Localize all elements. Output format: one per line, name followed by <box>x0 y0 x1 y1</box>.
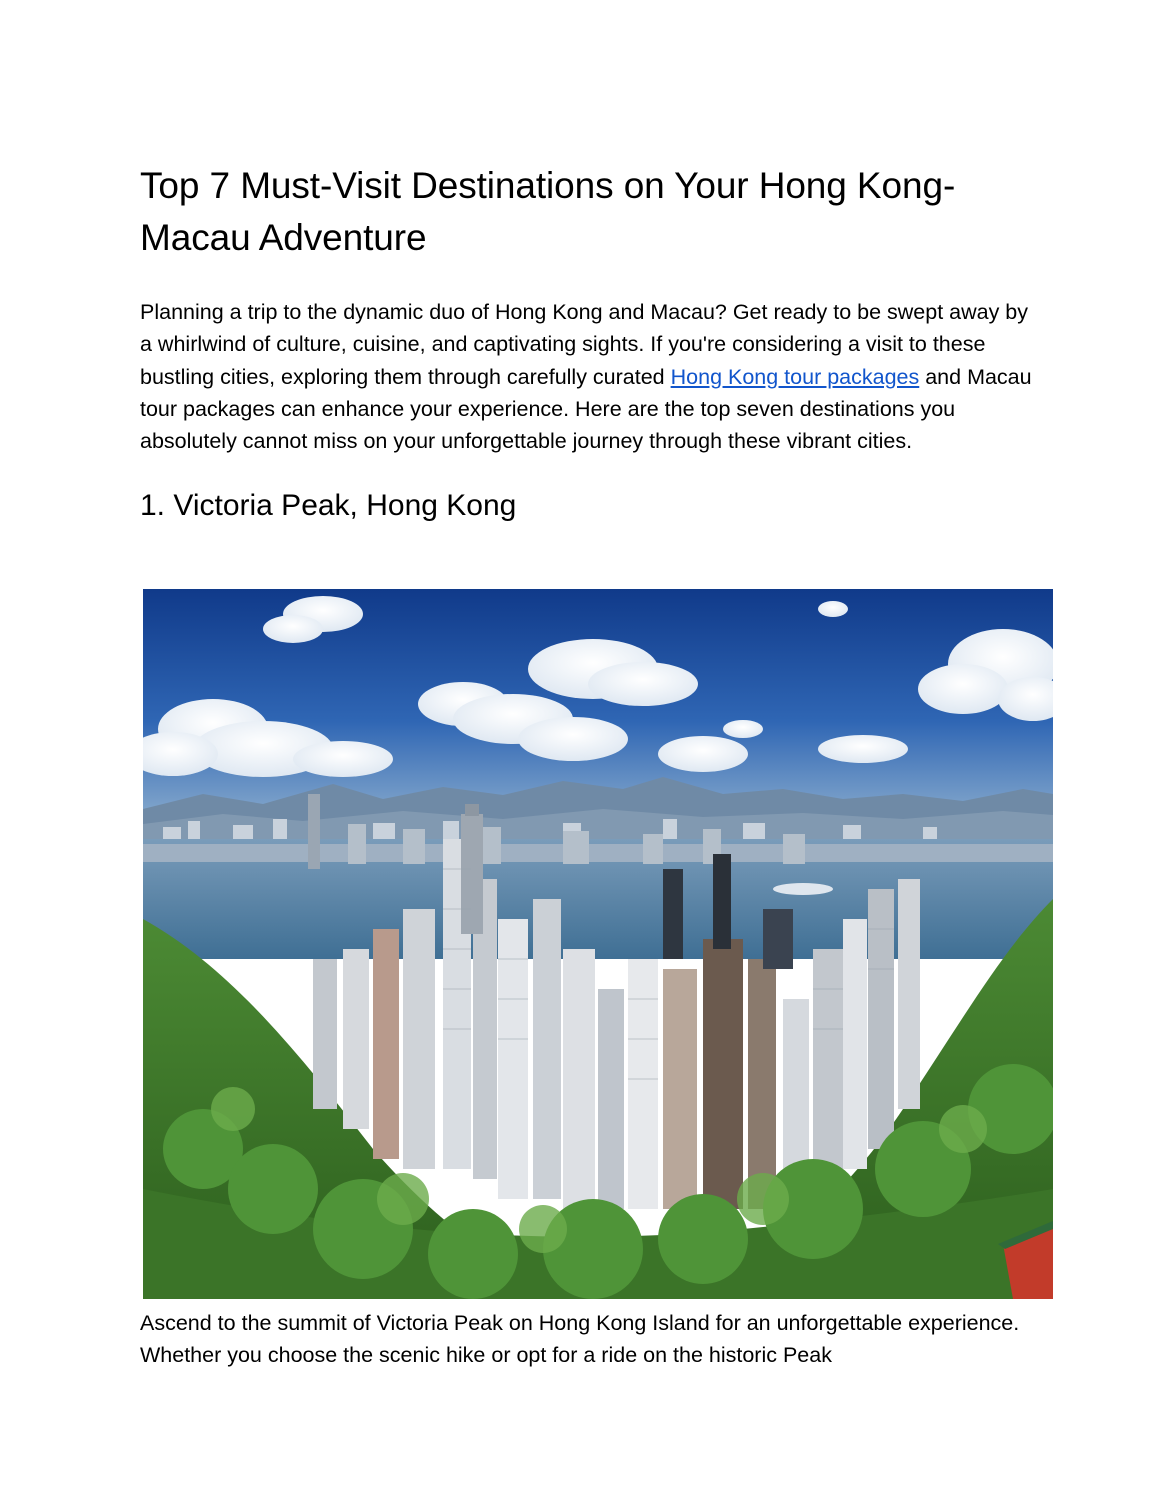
intro-text-part2: and Macau tour packages can enhance your experience. Here are the top seven destinations you absolutely cannot miss on your unforgettable journey through these vibrant cities. <box>140 364 1032 454</box>
intro-text-part1: Planning a trip to the dynamic duo of Hong Kong and Macau? Get ready to be swept away by a whirlwind of culture, cuisine, and captivating sights. If you're considering a visit to these bustling cities, exploring them through carefully curated <box>140 300 1029 389</box>
victoria-peak-photo <box>143 589 1053 1299</box>
page-title: Top 7 Must-Visit Destinations on Your Hong Kong-Macau Adventure <box>140 165 956 258</box>
section-heading-victoria-peak: 1. Victoria Peak, Hong Kong <box>140 489 517 523</box>
document-content <box>140 160 1040 528</box>
hong-kong-tour-packages-link[interactable]: Hong Kong tour packages <box>670 364 920 389</box>
section-1-body: Ascend to the summit of Victoria Peak on Hong Kong Island for an unforgettable experience. Whether you choose the scenic hike or opt for a ride on the historic Peak <box>140 1311 1020 1368</box>
intro-paragraph <box>140 296 1040 457</box>
